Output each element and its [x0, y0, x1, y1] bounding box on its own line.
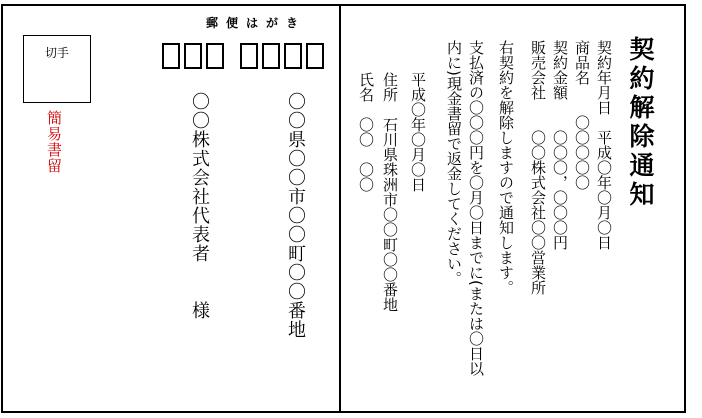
- cancellation-statement: 右契約を解除しますので通知します。: [497, 40, 515, 295]
- recipient-name: 〇〇株式会社代表者 様: [189, 92, 210, 320]
- contract-date-line: 契約年月日 平成〇年〇月〇日: [595, 40, 613, 250]
- registered-mail-label: 簡易書留: [45, 110, 63, 174]
- postal-code-box: [240, 43, 258, 69]
- contract-amount-line: 契約金額 〇〇〇，〇〇〇円: [551, 40, 569, 250]
- notice-date: 平成〇年〇月〇日: [409, 72, 427, 192]
- center-divider: [339, 4, 341, 413]
- product-name-line: 商品名 〇〇〇〇〇: [573, 40, 591, 190]
- postal-code-box: [184, 43, 202, 69]
- sender-name: 氏名 〇〇 〇〇: [357, 72, 375, 192]
- stamp-box: [23, 35, 91, 103]
- recipient-address: 〇〇県〇〇市〇〇町〇〇番地: [285, 92, 306, 339]
- postal-code-box: [162, 43, 180, 69]
- postal-code-box: [262, 43, 280, 69]
- postal-code-box: [206, 43, 224, 69]
- sender-address: 住所 石川県珠洲市〇〇町〇〇番地: [381, 72, 399, 312]
- postcard-title: 郵便はがき: [206, 16, 307, 30]
- notice-title: 契約解除通知: [626, 36, 655, 210]
- stamp-label: 切手: [44, 46, 69, 60]
- postal-code-box: [284, 43, 302, 69]
- postal-code-box: [306, 43, 324, 69]
- refund-request-line-1: 支払済の〇〇〇円を〇月〇日までに(または〇日以: [467, 40, 485, 376]
- refund-request-line-2: 内に)現金書留で返金してください。: [445, 40, 463, 286]
- sales-company-line: 販売会社 〇〇株式会社〇〇営業所: [529, 40, 547, 295]
